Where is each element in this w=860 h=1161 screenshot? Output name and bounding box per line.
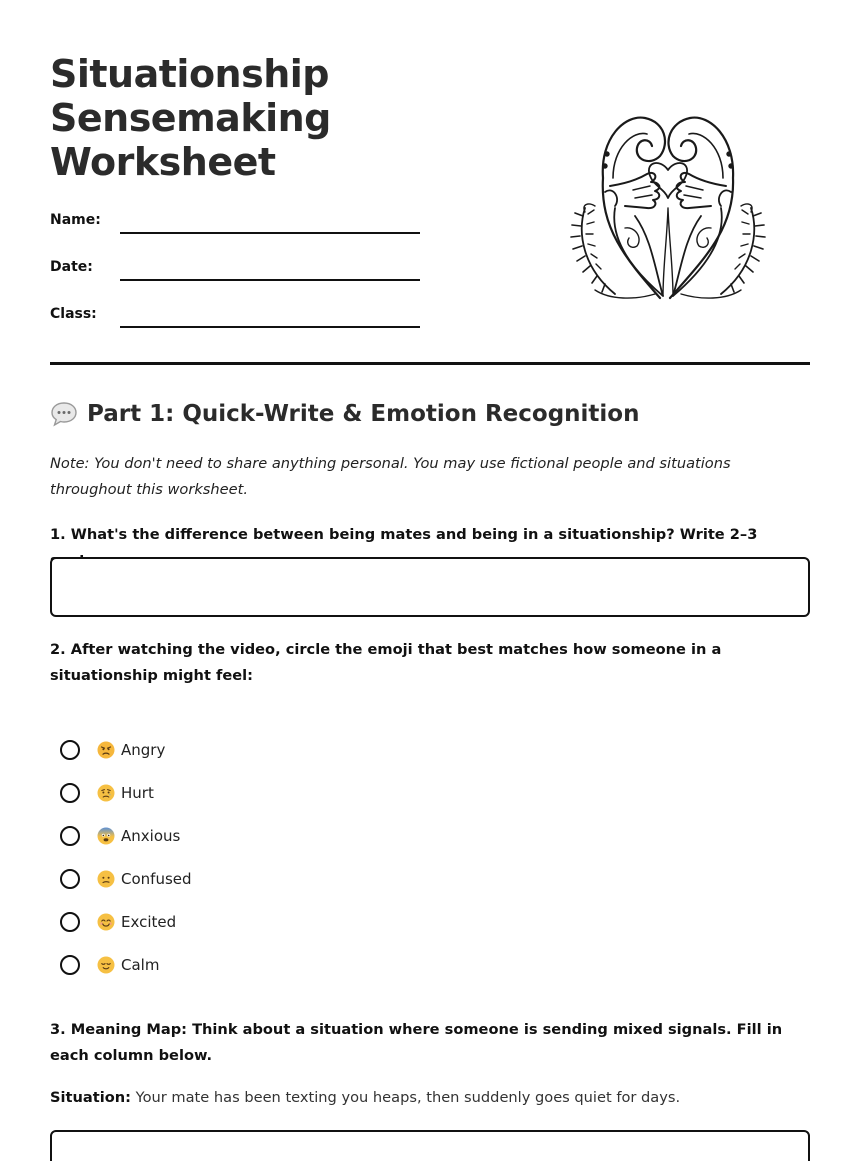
confused-face-icon <box>97 870 115 888</box>
emotion-option-confused[interactable] <box>60 857 192 900</box>
worksheet-header <box>50 52 430 347</box>
emotion-label: Excited <box>121 912 177 931</box>
class-label: Class: <box>50 306 97 322</box>
question-2: 2. After watching the video, circle the emoji that best matches how someone in a situationship might feel: <box>50 641 722 684</box>
class-field[interactable] <box>50 300 430 347</box>
option-circle[interactable] <box>60 955 80 975</box>
option-circle[interactable] <box>60 783 80 803</box>
date-field[interactable] <box>50 253 430 300</box>
name-label: Name: <box>50 212 101 228</box>
situation-description: Your mate has been texting you heaps, then suddenly goes quiet for days. <box>135 1089 681 1106</box>
emotion-label: Hurt <box>121 783 154 802</box>
name-field[interactable] <box>50 206 430 253</box>
heart-hands-illustration <box>555 108 775 308</box>
hurt-face-icon <box>97 784 115 802</box>
date-line[interactable] <box>120 279 420 281</box>
worksheet-title: Situationship Sensemaking Worksheet <box>50 52 331 184</box>
emotion-options <box>60 728 192 986</box>
name-line[interactable] <box>120 232 420 234</box>
emotion-label: Calm <box>121 955 160 974</box>
speech-bubble-icon <box>50 400 78 428</box>
part1-title: Part 1: Quick-Write & Emotion Recognition <box>87 401 640 427</box>
part1-heading <box>50 400 639 428</box>
option-circle[interactable] <box>60 869 80 889</box>
emotion-option-angry[interactable] <box>60 728 192 771</box>
situation-label: Situation: <box>50 1089 131 1106</box>
emotion-label: Confused <box>121 869 192 888</box>
student-fields <box>50 206 430 347</box>
angry-face-icon <box>97 741 115 759</box>
emotion-label: Anxious <box>121 826 181 845</box>
calm-face-icon <box>97 956 115 974</box>
situation-text <box>50 1085 810 1111</box>
emotion-label: Angry <box>121 740 166 759</box>
anxious-face-icon <box>97 827 115 845</box>
date-label: Date: <box>50 259 93 275</box>
option-circle[interactable] <box>60 826 80 846</box>
excited-face-icon <box>97 913 115 931</box>
emotion-option-anxious[interactable] <box>60 814 192 857</box>
question-3: 3. Meaning Map: Think about a situation where someone is sending mixed signals. Fill in each column below. <box>50 1021 783 1064</box>
option-circle[interactable] <box>60 912 80 932</box>
emotion-option-calm[interactable] <box>60 943 192 986</box>
privacy-note: Note: You don't need to share anything personal. You may use fictional people and situations throughout this worksheet. <box>50 455 731 498</box>
header-divider <box>50 362 810 365</box>
emotion-option-excited[interactable] <box>60 900 192 943</box>
question-1-answer-box[interactable] <box>50 557 810 617</box>
meaning-map-box[interactable] <box>50 1130 810 1161</box>
question-1: 1. What's the difference between being mates and being in a situationship? Write 2–3 <box>50 526 758 543</box>
class-line[interactable] <box>120 326 420 328</box>
option-circle[interactable] <box>60 740 80 760</box>
emotion-option-hurt[interactable] <box>60 771 192 814</box>
